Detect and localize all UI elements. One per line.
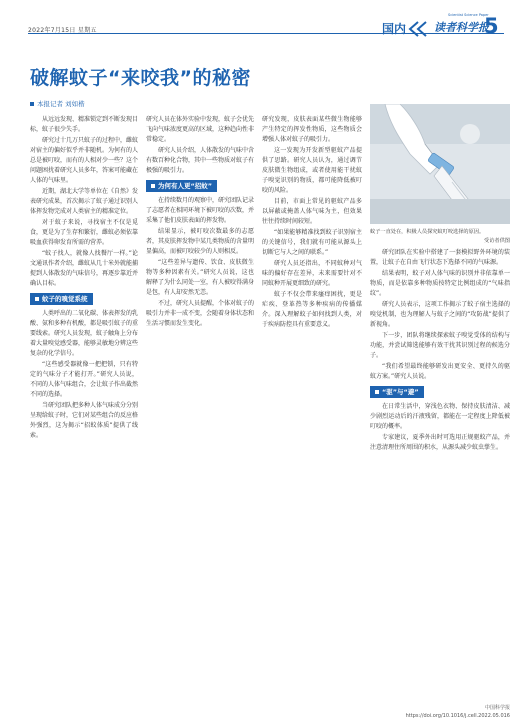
bracket-icon bbox=[404, 21, 434, 37]
paragraph: 专家建议，夏季外出时可选用正规驱蚊产品，并注意清理住所周围的积水，从源头减少蚊虫孳生。 bbox=[370, 434, 510, 451]
paragraph: “蚊子找人，就像人找餐厅一样。”论文通讯作者介绍，雌蚊从几十米外就能捕捉到人体散发的气味信号，再逐步靠近并确认目标。 bbox=[30, 250, 138, 287]
square-bullet-icon bbox=[35, 297, 39, 301]
researcher-photo-illustration bbox=[370, 104, 510, 224]
paragraph: 这一发现为开发新型驱蚊产品提供了思路。研究人员认为，通过调节皮肤微生物组成，或者使用能干扰蚊子嗅觉识别的物质，都可能降低被叮咬的风险。 bbox=[262, 147, 362, 194]
paragraph: 蚊子不仅会带来瘙痒困扰，更是疟疾、登革热等多种疾病的传播媒介。深入理解蚊子如何找到人类，对于疾病防控具有重要意义。 bbox=[262, 291, 362, 328]
paragraph: “这些感受器就像一把把锁，只有特定的气味分子才能打开。”研究人员说，不同的人体气味组合，会让蚊子作出截然不同的选择。 bbox=[30, 361, 138, 398]
paragraph: 在日常生活中，穿浅色衣物、保持皮肤清洁、减少剧烈运动后的汗液残留，都能在一定程度上降低被叮咬的概率。 bbox=[370, 403, 510, 430]
issue-date: 2022年7月15日 星期五 bbox=[28, 27, 97, 34]
paragraph: 研究人员表示，这项工作揭示了蚊子宿主选择的嗅觉机制，也为理解人与蚊子之间的“攻防战”提供了新视角。 bbox=[370, 301, 510, 328]
square-bullet-icon bbox=[151, 184, 155, 188]
paragraph: 下一步，团队将继续探索蚊子嗅觉受体的结构与功能，并尝试筛选能够有效干扰其识别过程的候选分子。 bbox=[370, 332, 510, 359]
photo-caption bbox=[370, 228, 510, 246]
brand-name: 读者科学报 bbox=[434, 21, 489, 34]
paragraph: 在持续数月的观察中，研究团队记录了志愿者在相同环境下被叮咬的次数，并采集了他们皮肤表面的挥发物。 bbox=[146, 197, 254, 224]
square-bullet-icon bbox=[30, 102, 34, 106]
paragraph: 不过，研究人员提醒，个体对蚊子的吸引力并非一成不变，会随着身体状态和生活习惯而发生变化。 bbox=[146, 300, 254, 327]
column-4 bbox=[370, 248, 510, 703]
subheading: 蚊子的嗅觉系统 bbox=[30, 293, 93, 305]
footer-url[interactable]: https://doi.org/10.1016/j.cell.2022.05.016 bbox=[405, 713, 510, 719]
paragraph: 近期，湖北大学等单位在《自然》发表研究成果，首次揭示了蚊子通过识别人体挥发物完成对人类宿主的精准定位。 bbox=[30, 188, 138, 215]
paragraph: 从远远发现、精准锁定到不断发现目标，蚊子很少失手。 bbox=[30, 116, 138, 133]
paragraph: 人类呼出的二氧化碳、体表挥发的乳酸、氨和多种有机酸，都是吸引蚊子的重要线索。研究人员发现，蚊子触角上分布着大量嗅觉感受器，能够灵敏地分辨这些复杂的化学信号。 bbox=[30, 310, 138, 357]
paragraph: 结果表明，蚊子对人体气味的识别并非依靠单一物质，而是依靠多种物质按特定比例组成的“气味指纹”。 bbox=[370, 270, 510, 297]
byline bbox=[30, 99, 85, 108]
caption-text: 蚊子一直处在，积极人员探究蚊叮咬选择的原因。 bbox=[370, 229, 485, 235]
paragraph: 研究人员还指出，不同蚊种对气味的偏好存在差异，未来需要针对不同蚊种开展更细致的研究。 bbox=[262, 260, 362, 287]
paragraph: 目前，市面上常见的驱蚊产品多以屏蔽或掩盖人体气味为主，但效果往往持续时间较短。 bbox=[262, 198, 362, 225]
page-header bbox=[0, 0, 524, 42]
subheading: 为何有人更“招蚊” bbox=[146, 180, 217, 192]
article-photo bbox=[370, 104, 510, 224]
paragraph: “这些差异与遗传、饮食、皮肤微生物等多种因素有关。”研究人员说，这也解释了为什么同处一室，有人被咬得满身是包，有人却安然无恙。 bbox=[146, 259, 254, 296]
column-1 bbox=[30, 115, 138, 705]
paragraph: 研究发现，皮肤表面某些微生物能够产生特定的挥发性物质，这些物质会增强人体对蚊子的吸引力。 bbox=[262, 116, 362, 143]
article-title: 破解蚊子“来咬我”的秘密 bbox=[30, 67, 251, 89]
page-footer bbox=[404, 704, 510, 720]
column-2 bbox=[146, 115, 254, 705]
paragraph: 研究团队在实验中搭建了一套模拟野外环境的装置，让蚊子在自由飞行状态下选择不同的气味源。 bbox=[370, 249, 510, 266]
paragraph: 研究人员在体外实验中发现，蚊子会优先飞向气味浓度更高的区域，这种趋向性非常稳定。 bbox=[146, 116, 254, 143]
paragraph: 研究人员介绍，人体散发的气味中含有数百种化合物，其中一些物质对蚊子有极强的吸引力。 bbox=[146, 147, 254, 174]
photo-credit: 受访者供图 bbox=[484, 238, 510, 244]
square-bullet-icon bbox=[375, 390, 379, 394]
paragraph: 结果显示，被叮咬次数最多的志愿者，其皮肤挥发物中某几类物质的含量明显偏高，而被叮咬较少的人则相反。 bbox=[146, 228, 254, 255]
paragraph: “我们希望最终能够研发出更安全、更持久的驱蚊方案。”研究人员说。 bbox=[370, 363, 510, 380]
paragraph: “如果能够精准找到蚊子识别宿主的关键信号，我们就有可能从源头上切断它与人之间的联系。” bbox=[262, 229, 362, 256]
subheading: “驱”与“避” bbox=[370, 386, 424, 398]
section-name: 国内 bbox=[382, 22, 407, 36]
brand-english: Scientist Science Paper bbox=[448, 13, 489, 17]
byline-text: 本报记者 刘如楷 bbox=[37, 100, 85, 108]
page-number: 5 bbox=[484, 14, 499, 38]
paragraph: 当研究团队把多种人体气味成分分别呈现给蚊子时，它们对某些组合的反应格外强烈，这为揭示“招蚊体质”提供了线索。 bbox=[30, 402, 138, 439]
paragraph: 对于蚊子来说，寻找宿主不仅是觅食，更是为了生存和繁衍，雌蚊必须依靠吸血获得卵发育所需的营养。 bbox=[30, 219, 138, 246]
paragraph: 研究过十几万只蚊子的过程中，雌蚊对宿主的偏好似乎并非随机。为何有的人总是被叮咬，而有的人相对少一些？这个问题困扰着研究人员多年，答案可能藏在人体的气味里。 bbox=[30, 137, 138, 184]
footer-brand: 中国科学报 bbox=[484, 705, 510, 711]
column-3 bbox=[262, 115, 362, 705]
